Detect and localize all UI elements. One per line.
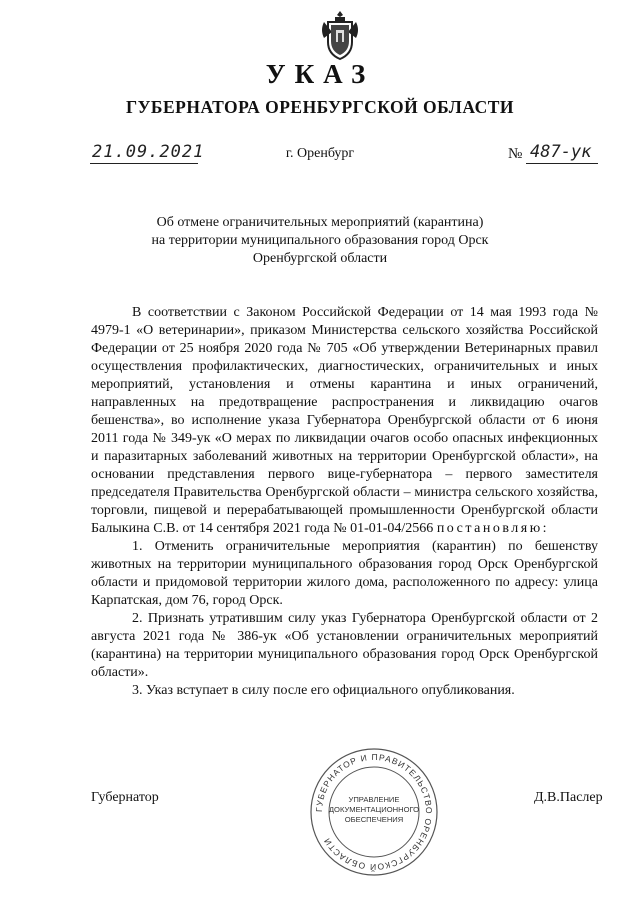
coat-of-arms-icon	[318, 8, 362, 62]
decree-item-2: 2. Признать утратившим силу указ Губернатора Оренбургской области от 2 августа 2021 года № 386-ук «Об установлении ограничительных мероприятий (карантина) на территории муниципального образования город Орск Оренбургской области».	[91, 611, 598, 680]
issuer-title: ГУБЕРНАТОРА ОРЕНБУРГСКОЙ ОБЛАСТИ	[125, 97, 515, 117]
decree-item-1: 1. Отменить ограничительные мероприятия (карантин) по бешенству животных на территории муниципального образования город Орск Оренбургской области и придомовой территории жилого дома, расположенного по адресу: улица Карпатская, дом 76, город Орск.	[91, 539, 598, 608]
decree-number: 487-ук	[530, 142, 592, 162]
subject-line: на территории муниципального образования город Орск	[151, 233, 489, 248]
subject-line: Оренбургской области	[252, 251, 388, 266]
preamble-paragraph	[91, 304, 598, 538]
decree-subject	[0, 214, 640, 268]
preamble-text: В соответствии с Законом Российской Федерации от 14 мая 1993 года № 4979-1 «О ветеринарии», приказом Министерства сельского хозяйства Российской Федерации от 25 ноября 2020 года № 705 «Об утверждении Ветеринарных правил осуществления профилактических, диагностических, ограничительных и иных мероприятий, установления и отмены карантина и иных ограничений, направленных на предотвращение распространения и ликвидацию очагов бешенства», во исполнение указа Губернатора Оренбургской области от 6 июня 2011 года № 349-ук «О мерах по ликвидации очагов особо опасных инфекционных и паразитарных заболеваний животных на территории Оренбургской области», на основании представления первого вице-губернатора – первого заместителя председателя Правительства Оренбургской области – министра сельского хозяйства, торговли, пищевой и перерабатывающей промышленности Оренбургской области Балыкина С.В. от 14 сентября 2021 года № 01-01-04/2566	[91, 305, 598, 536]
stamp-line: ДОКУМЕНТАЦИОННОГО	[328, 805, 420, 814]
stamp-ring-text: ГУБЕРНАТОР И ПРАВИТЕЛЬСТВО ОРЕНБУРГСКОЙ ОБЛАСТИ	[313, 751, 435, 873]
decree-item-3: 3. Указ вступает в силу после его официального опубликования.	[132, 683, 515, 698]
signatory-position: Губернатор	[91, 790, 159, 805]
resolve-word: постановляю:	[436, 521, 550, 536]
stamp-line: ОБЕСПЕЧЕНИЯ	[344, 815, 404, 824]
date-underline	[90, 163, 198, 164]
document-type-title: УКАЗ	[265, 59, 375, 89]
decree-date: 21.09.2021	[92, 142, 205, 162]
stamp-line: УПРАВЛЕНИЕ	[348, 795, 400, 804]
official-stamp	[308, 746, 440, 878]
number-underline	[526, 163, 598, 164]
decree-body	[91, 304, 598, 700]
decree-city: г. Оренбург	[285, 146, 355, 161]
subject-line: Об отмене ограничительных мероприятий (карантина)	[156, 215, 484, 230]
signatory-name: Д.В.Паслер	[534, 790, 603, 805]
decree-number-label: №	[508, 146, 523, 162]
